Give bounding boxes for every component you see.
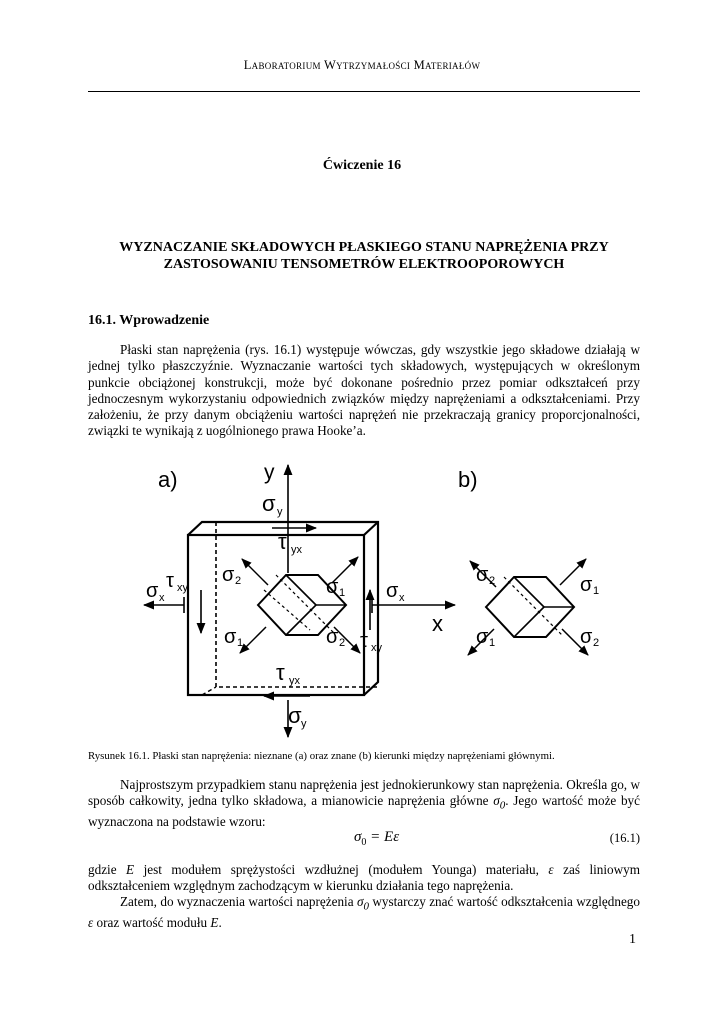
principal-element-edge bbox=[514, 607, 544, 637]
sigma-x-left-symbol: σ bbox=[146, 580, 159, 602]
equation-16-1 bbox=[354, 829, 399, 848]
cube-edge bbox=[364, 522, 378, 535]
p3-E: E bbox=[126, 862, 135, 877]
p2-text-b: . Jego wartość może być wyznaczona na podstawie wzoru: bbox=[88, 793, 640, 830]
x-axis-label: x bbox=[432, 611, 443, 636]
sigma-1-arrow-ll bbox=[240, 627, 266, 653]
tau-xy-right-symbol: τ bbox=[360, 630, 368, 652]
eq-rhs: = Eε bbox=[366, 829, 400, 845]
p2-sigma: σ bbox=[493, 793, 500, 809]
equation-number: (16.1) bbox=[609, 831, 640, 845]
sigma-2-lr-subscript: 2 bbox=[339, 637, 346, 649]
title-line-1: WYZNACZANIE SKŁADOWYCH PŁASKIEGO STANU NAPRĘŻENIA PRZY bbox=[119, 240, 609, 255]
sigma-1-ur-symbol: σ bbox=[326, 576, 339, 598]
sigma-1-ur-subscript: 1 bbox=[339, 587, 346, 599]
rotated-element-hidden bbox=[264, 590, 310, 630]
sigma-y-top-subscript: y bbox=[277, 506, 283, 518]
p4-sigma: σ bbox=[356, 894, 364, 909]
p4-E: E bbox=[210, 914, 219, 930]
p4-text-a: Zatem, do wyznaczenia wartości naprężenia bbox=[120, 894, 357, 909]
sigma-y-bottom-subscript: y bbox=[301, 718, 307, 730]
y-axis-label: y bbox=[264, 461, 275, 484]
eq-lhs-sub: 0 bbox=[361, 837, 367, 848]
sigma-1-ll-subscript: 1 bbox=[237, 637, 244, 649]
p3-text-c: zaś liniowym odkształceniem względnym zachodzącym w kierunku działania tego naprężenia. bbox=[88, 862, 640, 894]
sigma-y-bottom-symbol: σ bbox=[288, 703, 302, 728]
sigma-x-right-symbol: σ bbox=[386, 580, 399, 602]
tau-yx-bottom-symbol: τ bbox=[276, 660, 285, 685]
b-sigma-1-ll-symbol: σ bbox=[476, 626, 489, 648]
label-b: b) bbox=[458, 467, 478, 492]
b-sigma-1-ur-subscript: 1 bbox=[593, 585, 600, 597]
paragraph-uniaxial bbox=[88, 777, 640, 831]
tau-xy-left-symbol: τ bbox=[166, 570, 174, 592]
tau-xy-left-subscript: xy bbox=[177, 582, 188, 594]
sigma-2-lr-symbol: σ bbox=[326, 626, 339, 648]
p2-sigma-sub: 0 bbox=[499, 799, 506, 812]
b-sigma-2-lr-symbol: σ bbox=[580, 626, 593, 648]
section-heading: 16.1. Wprowadzenie bbox=[88, 313, 210, 328]
rotated-element-edge bbox=[286, 605, 316, 635]
page-number: 1 bbox=[629, 932, 636, 947]
sigma-y-top-symbol: σ bbox=[262, 491, 276, 516]
p4-sigma-sub: 0 bbox=[363, 900, 369, 913]
figure-plane-stress bbox=[140, 455, 610, 750]
p2-text-a: Najprostszym przypadkiem stanu naprężenia jest jednokierunkowy stan naprężenia. Określa go, w sposób całkowity, jedna tylko składowa, a mianowicie naprężenia główne bbox=[88, 777, 640, 809]
exercise-number: Ćwiczenie 16 bbox=[322, 158, 402, 173]
p3-text-a: gdzie bbox=[88, 862, 127, 877]
paragraph-conclusion bbox=[88, 894, 640, 931]
running-header bbox=[0, 58, 724, 73]
label-a: a) bbox=[158, 467, 178, 492]
b-sigma-1-ll-subscript: 1 bbox=[489, 637, 496, 649]
page-title bbox=[88, 239, 640, 273]
p4-eps: ε bbox=[88, 914, 94, 930]
header-title: Laboratorium Wytrzymałości Materiałów bbox=[243, 58, 481, 72]
eq-lhs: σ bbox=[354, 829, 362, 845]
b-sigma-1-ur-symbol: σ bbox=[580, 574, 593, 596]
sigma-2-arrow-ul bbox=[242, 559, 268, 585]
b-sigma-2-ul-symbol: σ bbox=[476, 564, 489, 586]
paragraph-intro: Płaski stan naprężenia (rys. 16.1) występuje wówczas, gdy wszystkie jego składowe działają w jednej tylko płaszczyźnie. Wyznaczanie wartości tych składowych, występujących w określonym punkcie obciążonej konstrukcji, może być dokonane pośrednio przez pomiar odkształceń przy jednoczesnym wykorzystaniu odpowiednich związków między naprężeniami a odkształceniami. Przy założeniu, że przy danym obciążeniu wartości naprężeń nie przekraczają granicy proporcjonalności, związki te wynikają z uogólnionego prawa Hooke’a. bbox=[88, 342, 640, 439]
p3-eps: ε bbox=[548, 862, 554, 877]
p4-text-d: . bbox=[218, 914, 222, 930]
title-line-2: ZASTOSOWANIU TENSOMETRÓW ELEKTROOPOROWYCH bbox=[163, 257, 565, 272]
paragraph-where bbox=[88, 862, 640, 895]
p3-text-b: jest modułem sprężystości wzdłużnej (modułem Younga) materiału, bbox=[134, 862, 549, 877]
figure-svg bbox=[140, 455, 610, 745]
figure-caption: Rysunek 16.1. Płaski stan naprężenia: nieznane (a) oraz znane (b) kierunki między naprężeniami głównymi. bbox=[88, 750, 555, 762]
sigma-1-ll-symbol: σ bbox=[224, 626, 237, 648]
b-sigma-2-ul-subscript: 2 bbox=[489, 575, 496, 587]
tau-yx-top-symbol: τ bbox=[278, 529, 287, 554]
p4-text-c: oraz wartość modułu bbox=[93, 914, 211, 930]
sigma-2-ul-symbol: σ bbox=[222, 564, 235, 586]
p4-text-b: wystarczy znać wartość odkształcenia względnego bbox=[368, 894, 640, 909]
tau-yx-bottom-subscript: yx bbox=[289, 675, 300, 687]
cube-hidden-diagonal bbox=[202, 687, 216, 695]
tau-xy-right-subscript: xy bbox=[371, 642, 382, 654]
sigma-x-right-subscript: x bbox=[399, 592, 405, 604]
header-rule bbox=[88, 91, 640, 92]
sigma-2-ul-subscript: 2 bbox=[235, 575, 242, 587]
sigma-x-left-subscript: x bbox=[159, 592, 165, 604]
b-sigma-2-lr-subscript: 2 bbox=[593, 637, 600, 649]
tau-yx-top-subscript: yx bbox=[291, 544, 302, 556]
